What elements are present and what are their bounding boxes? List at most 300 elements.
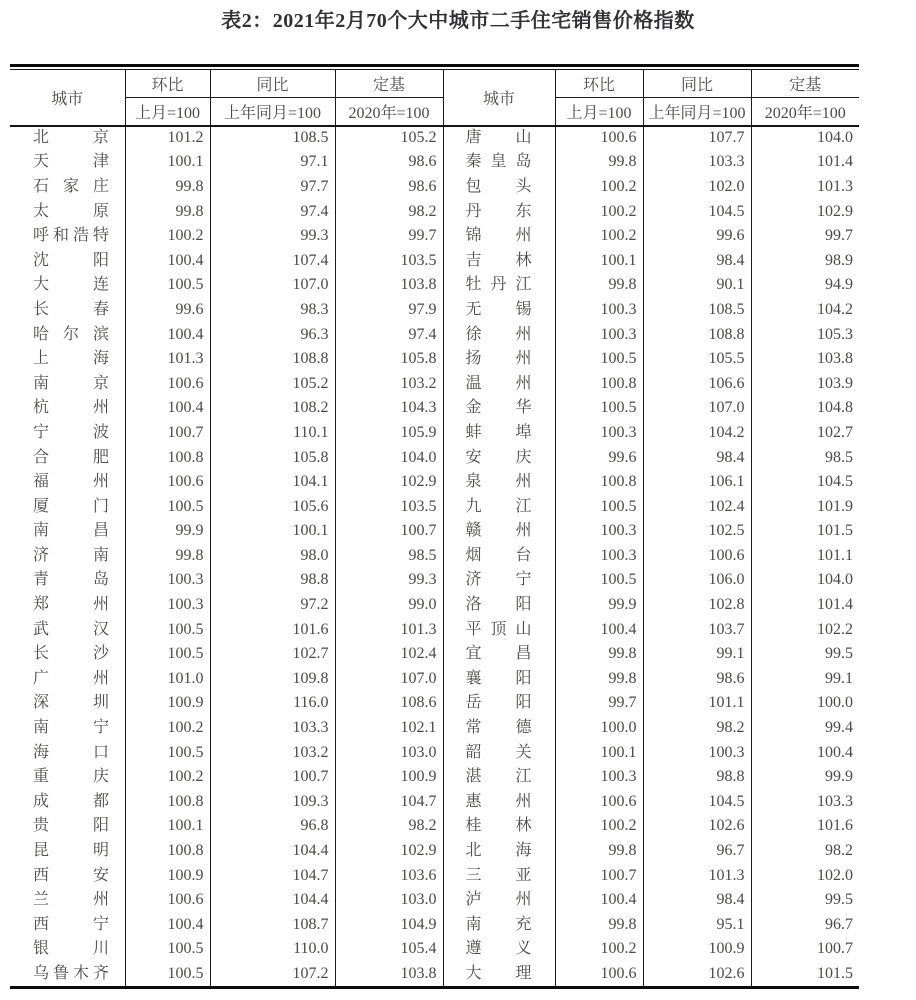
city-name: 南充 xyxy=(465,915,532,933)
base-value-cell: 100.4 xyxy=(751,740,859,765)
page-title: 表2：2021年2月70个大中城市二手住宅销售价格指数 xyxy=(221,10,695,32)
city-name: 成都 xyxy=(33,792,109,810)
table-row xyxy=(10,765,859,790)
header-mom-sub-left: 上月=100 xyxy=(125,98,210,126)
table-row xyxy=(10,740,859,765)
city-cell xyxy=(10,863,125,888)
base-value-cell: 104.2 xyxy=(751,298,859,323)
mom-value-cell: 101.2 xyxy=(125,126,210,151)
city-name: 北京 xyxy=(33,129,109,147)
city-name: 三亚 xyxy=(465,866,532,884)
city-name: 南昌 xyxy=(33,522,109,540)
city-cell xyxy=(10,175,125,200)
base-value-cell: 103.8 xyxy=(335,962,443,987)
table-row xyxy=(10,199,859,224)
base-value-cell: 104.8 xyxy=(751,396,859,421)
city-cell xyxy=(10,740,125,765)
city-name: 丹东 xyxy=(465,202,532,220)
price-index-table-grid xyxy=(10,69,859,986)
table-row xyxy=(10,790,859,815)
base-value-cell: 102.9 xyxy=(751,199,859,224)
yoy-value-cell: 102.6 xyxy=(643,814,751,839)
city-cell xyxy=(443,863,555,888)
table-row xyxy=(10,421,859,446)
city-name: 青岛 xyxy=(33,571,109,589)
base-value-cell: 103.0 xyxy=(335,888,443,913)
city-cell xyxy=(443,421,555,446)
base-value-cell: 102.9 xyxy=(335,839,443,864)
header-base-right: 定基 xyxy=(751,70,859,98)
mom-value-cell: 99.8 xyxy=(555,667,643,692)
city-cell xyxy=(10,544,125,569)
base-value-cell: 94.9 xyxy=(751,273,859,298)
city-name: 沈阳 xyxy=(33,251,109,269)
table-row xyxy=(10,716,859,741)
city-cell xyxy=(443,888,555,913)
city-name: 重庆 xyxy=(33,768,109,786)
base-value-cell: 104.5 xyxy=(751,470,859,495)
city-name: 徐州 xyxy=(465,325,532,343)
yoy-value-cell: 104.4 xyxy=(210,839,335,864)
base-value-cell: 101.3 xyxy=(335,617,443,642)
city-name: 合肥 xyxy=(33,448,109,466)
table-row xyxy=(10,248,859,273)
mom-value-cell: 100.6 xyxy=(555,126,643,151)
city-name: 厦门 xyxy=(33,497,109,515)
base-value-cell: 97.9 xyxy=(335,298,443,323)
header-yoy-sub-left: 上年同月=100 xyxy=(210,98,335,126)
yoy-value-cell: 105.8 xyxy=(210,445,335,470)
base-value-cell: 99.5 xyxy=(751,642,859,667)
city-cell xyxy=(443,322,555,347)
city-name: 乌鲁木齐 xyxy=(33,964,109,982)
city-cell xyxy=(443,962,555,987)
header-base-sub-left: 2020年=100 xyxy=(335,98,443,126)
table-row xyxy=(10,519,859,544)
city-name: 大理 xyxy=(465,964,532,982)
mom-value-cell: 99.8 xyxy=(555,913,643,938)
yoy-value-cell: 98.8 xyxy=(210,568,335,593)
table-row xyxy=(10,445,859,470)
city-cell xyxy=(10,322,125,347)
city-cell xyxy=(443,298,555,323)
city-name: 赣州 xyxy=(465,522,532,540)
city-name: 石家庄 xyxy=(33,177,109,195)
city-name: 韶关 xyxy=(465,743,532,761)
yoy-value-cell: 97.7 xyxy=(210,175,335,200)
header-row-main xyxy=(10,70,859,98)
city-cell xyxy=(10,642,125,667)
city-name: 长沙 xyxy=(33,645,109,663)
yoy-value-cell: 108.5 xyxy=(643,298,751,323)
base-value-cell: 98.2 xyxy=(335,199,443,224)
city-name: 安庆 xyxy=(465,448,532,466)
yoy-value-cell: 96.8 xyxy=(210,814,335,839)
base-value-cell: 98.6 xyxy=(335,175,443,200)
city-cell xyxy=(10,617,125,642)
yoy-value-cell: 105.5 xyxy=(643,347,751,372)
city-name: 唐山 xyxy=(465,129,532,147)
base-value-cell: 101.4 xyxy=(751,150,859,175)
base-value-cell: 98.2 xyxy=(335,814,443,839)
city-cell xyxy=(10,814,125,839)
mom-value-cell: 100.6 xyxy=(125,888,210,913)
mom-value-cell: 100.8 xyxy=(555,371,643,396)
table-row xyxy=(10,470,859,495)
base-value-cell: 102.2 xyxy=(751,617,859,642)
yoy-value-cell: 100.9 xyxy=(643,937,751,962)
city-cell xyxy=(10,248,125,273)
base-value-cell: 104.3 xyxy=(335,396,443,421)
base-value-cell: 103.9 xyxy=(751,371,859,396)
city-cell xyxy=(443,937,555,962)
city-name: 烟台 xyxy=(465,546,532,564)
mom-value-cell: 100.9 xyxy=(125,691,210,716)
city-cell xyxy=(10,445,125,470)
table-row xyxy=(10,814,859,839)
city-cell xyxy=(443,740,555,765)
city-name: 九江 xyxy=(465,497,532,515)
base-value-cell: 103.0 xyxy=(335,740,443,765)
city-name: 杭州 xyxy=(33,399,109,417)
mom-value-cell: 101.0 xyxy=(125,667,210,692)
city-name: 南宁 xyxy=(33,719,109,737)
mom-value-cell: 100.2 xyxy=(555,175,643,200)
city-name: 泉州 xyxy=(465,473,532,491)
base-value-cell: 105.9 xyxy=(335,421,443,446)
base-value-cell: 102.0 xyxy=(751,863,859,888)
city-name: 哈尔滨 xyxy=(33,325,109,343)
mom-value-cell: 100.5 xyxy=(555,568,643,593)
yoy-value-cell: 107.0 xyxy=(210,273,335,298)
mom-value-cell: 100.1 xyxy=(555,740,643,765)
table-row xyxy=(10,150,859,175)
city-cell xyxy=(443,396,555,421)
city-cell xyxy=(10,691,125,716)
yoy-value-cell: 98.2 xyxy=(643,716,751,741)
yoy-value-cell: 104.5 xyxy=(643,199,751,224)
city-name: 长春 xyxy=(33,300,109,318)
base-value-cell: 104.0 xyxy=(751,568,859,593)
base-value-cell: 103.2 xyxy=(335,371,443,396)
yoy-value-cell: 108.2 xyxy=(210,396,335,421)
yoy-value-cell: 104.1 xyxy=(210,470,335,495)
header-base-sub-right: 2020年=100 xyxy=(751,98,859,126)
yoy-value-cell: 102.0 xyxy=(643,175,751,200)
yoy-value-cell: 103.3 xyxy=(643,150,751,175)
yoy-value-cell: 96.3 xyxy=(210,322,335,347)
mom-value-cell: 100.5 xyxy=(555,347,643,372)
city-cell xyxy=(443,913,555,938)
city-name: 北海 xyxy=(465,842,532,860)
base-value-cell: 104.7 xyxy=(335,790,443,815)
yoy-value-cell: 99.1 xyxy=(643,642,751,667)
mom-value-cell: 100.6 xyxy=(555,790,643,815)
base-value-cell: 105.2 xyxy=(335,126,443,151)
base-value-cell: 99.9 xyxy=(751,765,859,790)
city-name: 郑州 xyxy=(33,596,109,614)
mom-value-cell: 99.8 xyxy=(125,544,210,569)
mom-value-cell: 100.6 xyxy=(555,962,643,987)
base-value-cell: 103.3 xyxy=(751,790,859,815)
mom-value-cell: 100.2 xyxy=(555,814,643,839)
mom-value-cell: 100.2 xyxy=(555,224,643,249)
base-value-cell: 105.8 xyxy=(335,347,443,372)
city-name: 南京 xyxy=(33,374,109,392)
mom-value-cell: 100.5 xyxy=(125,617,210,642)
city-cell xyxy=(10,396,125,421)
city-cell xyxy=(443,642,555,667)
table-row xyxy=(10,224,859,249)
yoy-value-cell: 97.2 xyxy=(210,593,335,618)
city-name: 兰州 xyxy=(33,891,109,909)
yoy-value-cell: 98.8 xyxy=(643,765,751,790)
base-value-cell: 102.9 xyxy=(335,470,443,495)
yoy-value-cell: 98.4 xyxy=(643,248,751,273)
mom-value-cell: 100.3 xyxy=(555,544,643,569)
city-cell xyxy=(443,347,555,372)
mom-value-cell: 100.5 xyxy=(125,273,210,298)
city-cell xyxy=(443,839,555,864)
city-name: 温州 xyxy=(465,374,532,392)
yoy-value-cell: 90.1 xyxy=(643,273,751,298)
city-cell xyxy=(10,126,125,151)
mom-value-cell: 100.1 xyxy=(125,150,210,175)
base-value-cell: 103.8 xyxy=(335,273,443,298)
city-name: 天津 xyxy=(33,153,109,171)
city-cell xyxy=(443,371,555,396)
yoy-value-cell: 110.0 xyxy=(210,937,335,962)
base-value-cell: 108.6 xyxy=(335,691,443,716)
yoy-value-cell: 106.6 xyxy=(643,371,751,396)
yoy-value-cell: 98.3 xyxy=(210,298,335,323)
yoy-value-cell: 106.1 xyxy=(643,470,751,495)
yoy-value-cell: 104.5 xyxy=(643,790,751,815)
mom-value-cell: 99.8 xyxy=(555,642,643,667)
city-name: 襄阳 xyxy=(465,669,532,687)
city-name: 西安 xyxy=(33,866,109,884)
mom-value-cell: 99.6 xyxy=(125,298,210,323)
mom-value-cell: 100.0 xyxy=(555,716,643,741)
city-name: 广州 xyxy=(33,669,109,687)
base-value-cell: 102.4 xyxy=(335,642,443,667)
mom-value-cell: 99.8 xyxy=(555,150,643,175)
table-row xyxy=(10,273,859,298)
city-cell xyxy=(443,814,555,839)
city-name: 惠州 xyxy=(465,792,532,810)
yoy-value-cell: 101.3 xyxy=(643,863,751,888)
yoy-value-cell: 100.3 xyxy=(643,740,751,765)
header-yoy-sub-right: 上年同月=100 xyxy=(643,98,751,126)
city-cell xyxy=(443,126,555,151)
city-cell xyxy=(10,593,125,618)
table-row xyxy=(10,863,859,888)
price-index-table xyxy=(10,64,859,989)
table-row xyxy=(10,298,859,323)
city-cell xyxy=(443,273,555,298)
yoy-value-cell: 101.6 xyxy=(210,617,335,642)
city-cell xyxy=(10,224,125,249)
city-cell xyxy=(443,494,555,519)
base-value-cell: 104.0 xyxy=(335,445,443,470)
yoy-value-cell: 104.4 xyxy=(210,888,335,913)
table-row xyxy=(10,175,859,200)
mom-value-cell: 100.6 xyxy=(125,371,210,396)
yoy-value-cell: 100.6 xyxy=(643,544,751,569)
yoy-value-cell: 100.7 xyxy=(210,765,335,790)
base-value-cell: 99.3 xyxy=(335,568,443,593)
city-name: 岳阳 xyxy=(465,694,532,712)
city-cell xyxy=(10,347,125,372)
city-cell xyxy=(443,199,555,224)
city-cell xyxy=(10,667,125,692)
city-name: 宜昌 xyxy=(465,645,532,663)
mom-value-cell: 100.3 xyxy=(125,593,210,618)
yoy-value-cell: 102.5 xyxy=(643,519,751,544)
yoy-value-cell: 97.4 xyxy=(210,199,335,224)
yoy-value-cell: 103.2 xyxy=(210,740,335,765)
header-yoy-left: 同比 xyxy=(210,70,335,98)
mom-value-cell: 100.3 xyxy=(555,322,643,347)
city-name: 蚌埠 xyxy=(465,423,532,441)
city-cell xyxy=(10,716,125,741)
city-name: 洛阳 xyxy=(465,596,532,614)
base-value-cell: 99.0 xyxy=(335,593,443,618)
yoy-value-cell: 102.7 xyxy=(210,642,335,667)
base-value-cell: 99.4 xyxy=(751,716,859,741)
header-city-left: 城市 xyxy=(10,70,125,126)
city-name: 平顶山 xyxy=(465,620,532,638)
city-name: 大连 xyxy=(33,276,109,294)
city-name: 太原 xyxy=(33,202,109,220)
header-mom-sub-right: 上月=100 xyxy=(555,98,643,126)
mom-value-cell: 100.2 xyxy=(555,199,643,224)
mom-value-cell: 100.3 xyxy=(555,421,643,446)
city-cell xyxy=(443,667,555,692)
table-row xyxy=(10,691,859,716)
yoy-value-cell: 98.4 xyxy=(643,888,751,913)
table-row xyxy=(10,126,859,151)
city-cell xyxy=(10,568,125,593)
city-cell xyxy=(10,765,125,790)
header-row-sub xyxy=(10,98,859,126)
city-cell xyxy=(10,839,125,864)
table-header xyxy=(10,70,859,126)
city-cell xyxy=(443,593,555,618)
mom-value-cell: 100.6 xyxy=(125,470,210,495)
table-row xyxy=(10,544,859,569)
base-value-cell: 102.1 xyxy=(335,716,443,741)
table-row xyxy=(10,322,859,347)
yoy-value-cell: 98.0 xyxy=(210,544,335,569)
yoy-value-cell: 97.1 xyxy=(210,150,335,175)
city-name: 包头 xyxy=(465,177,532,195)
table-row xyxy=(10,494,859,519)
city-cell xyxy=(10,298,125,323)
mom-value-cell: 99.8 xyxy=(125,175,210,200)
city-name: 济南 xyxy=(33,546,109,564)
mom-value-cell: 100.2 xyxy=(125,716,210,741)
yoy-value-cell: 116.0 xyxy=(210,691,335,716)
city-name: 泸州 xyxy=(465,891,532,909)
city-name: 上海 xyxy=(33,350,109,368)
city-cell xyxy=(443,175,555,200)
base-value-cell: 101.3 xyxy=(751,175,859,200)
yoy-value-cell: 96.7 xyxy=(643,839,751,864)
base-value-cell: 99.5 xyxy=(751,888,859,913)
base-value-cell: 103.5 xyxy=(335,248,443,273)
mom-value-cell: 100.3 xyxy=(555,298,643,323)
mom-value-cell: 100.2 xyxy=(555,937,643,962)
city-name: 金华 xyxy=(465,399,532,417)
table-row xyxy=(10,396,859,421)
yoy-value-cell: 107.2 xyxy=(210,962,335,987)
mom-value-cell: 100.5 xyxy=(125,642,210,667)
yoy-value-cell: 105.2 xyxy=(210,371,335,396)
table-row xyxy=(10,913,859,938)
table-row xyxy=(10,642,859,667)
city-cell xyxy=(443,470,555,495)
mom-value-cell: 100.4 xyxy=(555,617,643,642)
mom-value-cell: 99.6 xyxy=(555,445,643,470)
yoy-value-cell: 102.6 xyxy=(643,962,751,987)
yoy-value-cell: 107.0 xyxy=(643,396,751,421)
yoy-value-cell: 109.3 xyxy=(210,790,335,815)
base-value-cell: 98.5 xyxy=(751,445,859,470)
table-row xyxy=(10,937,859,962)
city-name: 银川 xyxy=(33,940,109,958)
yoy-value-cell: 95.1 xyxy=(643,913,751,938)
base-value-cell: 104.9 xyxy=(335,913,443,938)
yoy-value-cell: 101.1 xyxy=(643,691,751,716)
city-name: 湛江 xyxy=(465,768,532,786)
city-name: 锦州 xyxy=(465,227,532,245)
header-city-right: 城市 xyxy=(443,70,555,126)
city-name: 无锡 xyxy=(465,300,532,318)
mom-value-cell: 100.5 xyxy=(555,494,643,519)
city-cell xyxy=(10,199,125,224)
base-value-cell: 101.1 xyxy=(751,544,859,569)
city-cell xyxy=(10,371,125,396)
table-row xyxy=(10,371,859,396)
yoy-value-cell: 104.2 xyxy=(643,421,751,446)
table-row xyxy=(10,667,859,692)
yoy-value-cell: 105.6 xyxy=(210,494,335,519)
yoy-value-cell: 99.3 xyxy=(210,224,335,249)
yoy-value-cell: 107.7 xyxy=(643,126,751,151)
city-name: 海口 xyxy=(33,743,109,761)
base-value-cell: 100.7 xyxy=(335,519,443,544)
mom-value-cell: 100.2 xyxy=(125,224,210,249)
city-name: 宁波 xyxy=(33,423,109,441)
mom-value-cell: 100.8 xyxy=(125,445,210,470)
city-cell xyxy=(443,790,555,815)
base-value-cell: 97.4 xyxy=(335,322,443,347)
base-value-cell: 96.7 xyxy=(751,913,859,938)
base-value-cell: 98.6 xyxy=(335,150,443,175)
city-cell xyxy=(10,150,125,175)
mom-value-cell: 100.3 xyxy=(555,519,643,544)
mom-value-cell: 100.8 xyxy=(555,470,643,495)
yoy-value-cell: 103.3 xyxy=(210,716,335,741)
base-value-cell: 101.4 xyxy=(751,593,859,618)
header-yoy-right: 同比 xyxy=(643,70,751,98)
yoy-value-cell: 98.6 xyxy=(643,667,751,692)
base-value-cell: 103.8 xyxy=(751,347,859,372)
city-name: 扬州 xyxy=(465,350,532,368)
mom-value-cell: 100.1 xyxy=(125,814,210,839)
header-mom-right: 环比 xyxy=(555,70,643,98)
